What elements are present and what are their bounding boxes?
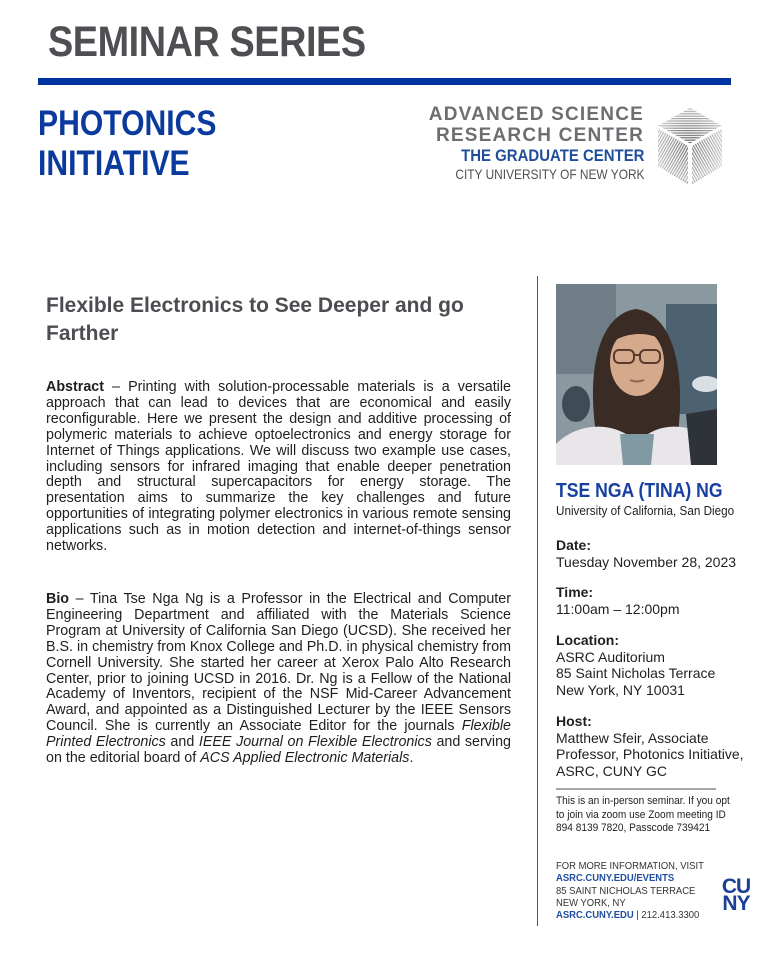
asrc-logo-text <box>422 104 644 183</box>
footer-address-2: NEW YORK, NY <box>556 896 626 909</box>
talk-title: Flexible Electronics to See Deeper and go Farther <box>46 294 464 345</box>
asrc-line-2: RESEARCH CENTER <box>435 125 644 146</box>
phone-number: 212.413.3300 <box>641 909 700 922</box>
location-section <box>556 632 715 698</box>
header-rule <box>38 78 731 85</box>
asrc-line-3: THE GRADUATE CENTER <box>460 146 644 165</box>
bio-paragraph <box>46 592 511 767</box>
zoom-note: This is an in-person seminar. If you opt to join via zoom use Zoom meeting ID 894 8139 7820, Passcode 739421 <box>556 795 730 834</box>
bio-text: Tina Tse Nga Ng is a Professor in the Electrical and Computer Engineering Department and affiliated with the Materials Science Program at University of California San Diego (UCSD). She received her B.S. in chemistry from Knox College and Ph.D. in physical chemistry from Cornell University. She started her career at Xerox Palo Alto Research Center, prior to joining UCSD in 2016. Dr. Ng is a Fellow of the National Academy of Inventors, recipient of the NSF Mid-Career Advancement Award, and appointed as a Distinguished Lecturer by the IEEE Sensors Council. She is currently an Associate Editor for the journals <box>46 591 511 735</box>
site-link[interactable]: ASRC.CUNY.EDU <box>556 909 634 922</box>
host-section <box>556 713 744 779</box>
footer-contact <box>556 860 704 921</box>
cuny-logo-line-2: NY <box>722 892 750 915</box>
events-link[interactable]: ASRC.CUNY.EDU/EVENTS <box>556 872 675 885</box>
abstract-paragraph <box>46 380 511 555</box>
bio-text: and <box>165 734 199 751</box>
bio-text: . <box>409 750 414 767</box>
bio-label: Bio <box>46 591 70 607</box>
abstract-text: Printing with solution-processable materials is a versatile approach that can lead to devices that are economical and easily reconfigurable. Here we present the design and additive processing of polymeric materials to achieve optoelectronics and energy storage for Internet of Things applications. We will discuss two example use cases, including sensors for infrared imaging that enable deeper penetration depth and structural supercapacitors for energy storage. The presentation aims to summarize the key challenges and future opportunities of integrating polymer electronics in various remote sensing applications such as in motion detection and internet-of-things sensor networks. <box>46 379 511 555</box>
asrc-line-1: ADVANCED SCIENCE <box>428 104 644 125</box>
cube-icon <box>656 106 724 186</box>
location-label: Location: <box>556 632 619 648</box>
footer-separator: | <box>633 909 642 922</box>
date-section <box>556 537 736 570</box>
host-line-2: Professor, Photonics Initiative, <box>556 746 744 762</box>
asrc-logo <box>428 104 730 188</box>
footer-site-row <box>556 909 704 921</box>
bio-separator: – <box>69 591 90 607</box>
journal-name: ACS Applied Electronic Materials <box>200 750 410 767</box>
host-label: Host: <box>556 713 592 729</box>
location-line-2: 85 Saint Nicholas Terrace <box>556 665 716 681</box>
date-value: Tuesday November 28, 2023 <box>556 553 737 570</box>
speaker-affiliation: University of California, San Diego <box>556 503 735 518</box>
host-line-1: Matthew Sfeir, Associate <box>556 729 709 746</box>
speaker-name: TSE NGA (TINA) NG <box>556 480 723 502</box>
speaker-photo <box>556 284 717 465</box>
bio-text: and serving on the editorial board of <box>46 734 511 767</box>
location-line-3: New York, NY 10031 <box>556 681 685 698</box>
sidebar-rule <box>556 788 716 790</box>
cuny-logo-line-1: CU <box>721 875 751 898</box>
series-title: SEMINAR SERIES <box>48 18 366 66</box>
host-line-3: ASRC, CUNY GC <box>556 762 667 779</box>
cuny-logo <box>715 875 757 916</box>
location-line-1: ASRC Auditorium <box>556 648 665 665</box>
journal-name: Flexible Printed Electronics <box>46 718 511 751</box>
initiative-title <box>38 104 216 184</box>
abstract-label: Abstract <box>46 379 104 395</box>
asrc-line-4: CITY UNIVERSITY OF NEW YORK <box>454 166 644 182</box>
abstract-separator: – <box>104 379 129 395</box>
time-label: Time: <box>556 584 594 600</box>
initiative-line-1: PHOTONICS <box>38 104 217 143</box>
column-divider <box>537 276 538 926</box>
journal-name: IEEE Journal on Flexible Electronics <box>198 734 432 751</box>
time-section <box>556 584 680 617</box>
time-value: 11:00am – 12:00pm <box>556 600 680 617</box>
date-label: Date: <box>556 537 592 553</box>
footer-address-1: 85 SAINT NICHOLAS TERRACE <box>556 884 696 897</box>
footer-line-1: FOR MORE INFORMATION, VISIT <box>556 860 704 872</box>
initiative-line-2: INITIATIVE <box>38 144 190 183</box>
